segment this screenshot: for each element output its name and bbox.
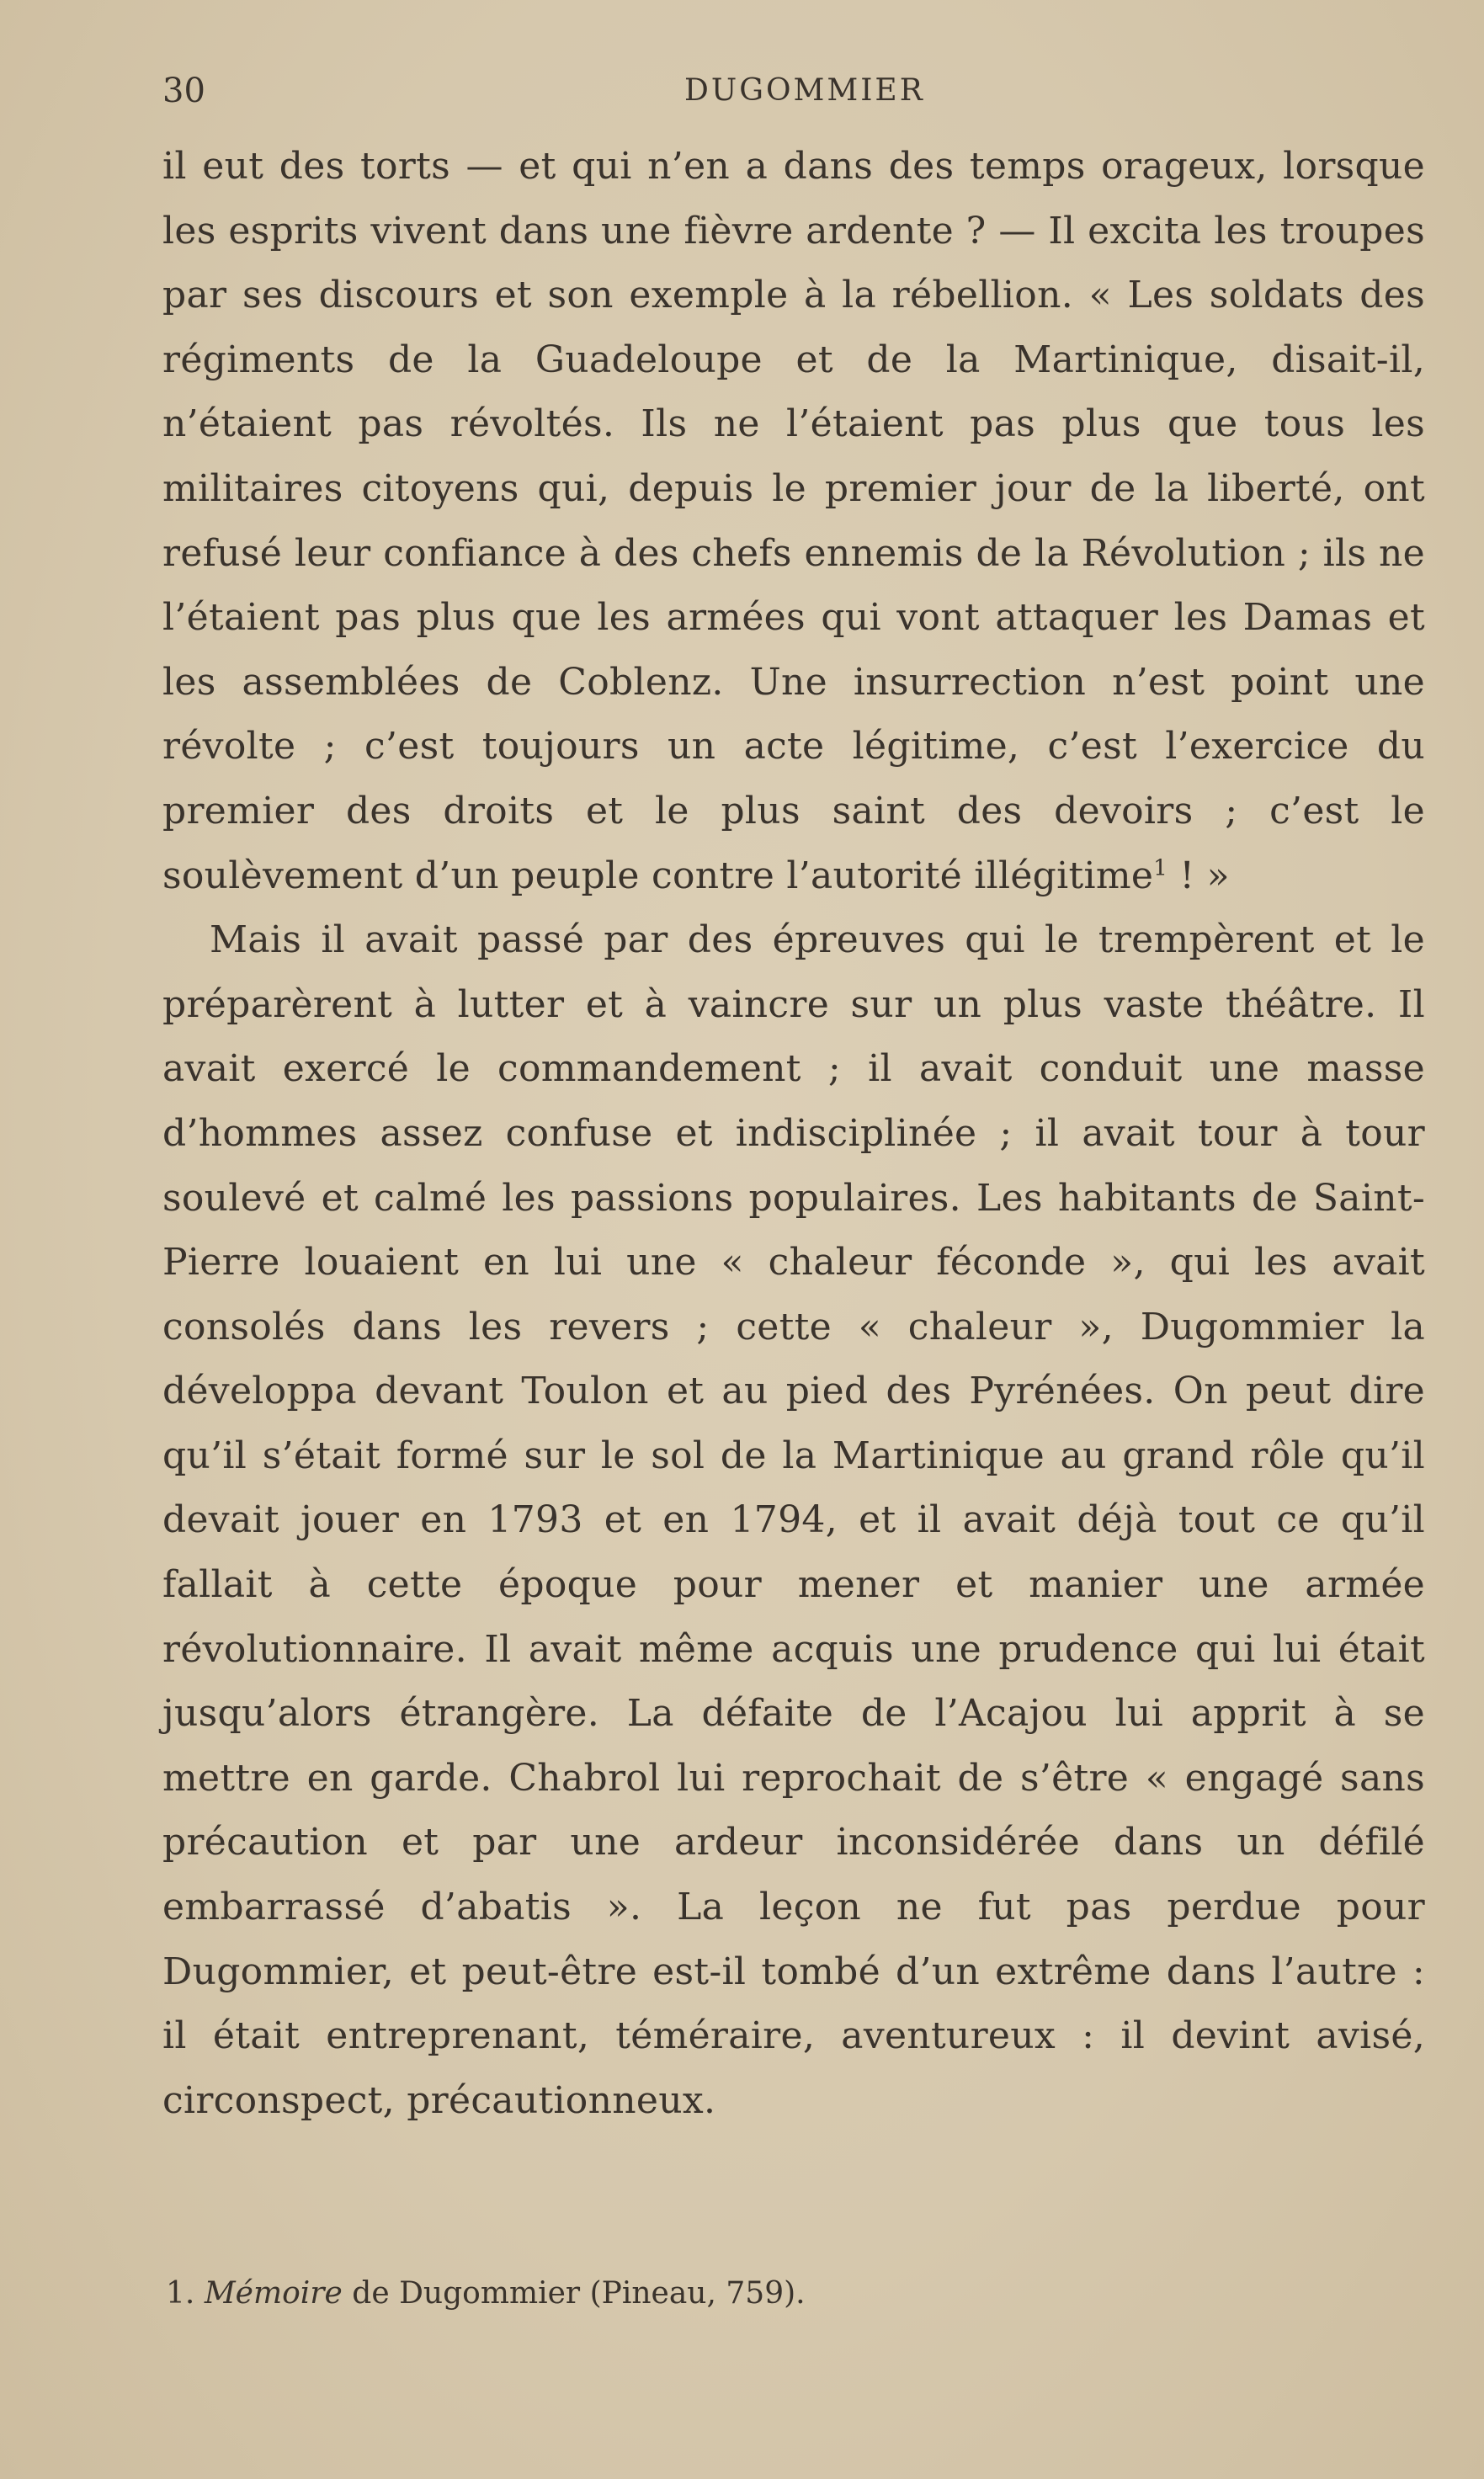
footnote-reference: 1 (1153, 854, 1168, 880)
running-head: DUGOMMIER (684, 73, 925, 108)
footnote-italic-title: Mémoire (204, 2276, 343, 2311)
paragraph-2 (162, 908, 1425, 2133)
paragraph-2-text: Mais il avait passé par des épreuves qui le trempèrent et le préparèrent à lutter et à vaincre sur un plus vaste théâtre. Il avait exercé le commandement ; il avait conduit une masse d’hommes assez confuse et indisciplinée ; il avait tour à tour soulevé et calmé les passions populaires. Les habitants de Saint-Pierre louaient en lui une « chaleur féconde », qui les avait consolés dans les revers ; cette « chaleur », Dugommier la développa devant Toulon et au pied des Pyrénées. On peut dire qu’il s’était formé sur le sol de la Martinique au grand rôle qu’il devait jouer en 1793 et en 1794, et il avait déjà tout ce qu’il fallait à cette époque pour mener et manier une armée révolutionnaire. Il avait même acquis une prudence qui lui était jusqu’alors étrangère. La défaite de l’Acajou lui apprit à se mettre en garde. Chabrol lui reprochait de s’être « engagé sans précaution et par une ardeur inconsidérée dans un défilé embarrassé d’abatis ». La leçon ne fut pas perdue pour Dugommier, et peut-être est-il tombé d’un extrême dans l’autre : il était entreprenant, téméraire, aventureux : il devint avisé, circonspect, précautionneux. (162, 918, 1425, 2122)
page-number: 30 (162, 72, 205, 110)
body-text (162, 135, 1425, 2133)
footnote (162, 2273, 1425, 2315)
footnote-number: 1. (166, 2276, 195, 2311)
page-header (162, 66, 1425, 116)
footnote-text: de Dugommier (Pineau, 759). (342, 2276, 806, 2311)
paragraph-1-text: il eut des torts — et qui n’en a dans des temps orageux, lorsque les esprits vivent dans une fièvre ardente ? — Il excita les troupes par ses discours et son exemple à la rébellion. « Les soldats des régiments de la Guadeloupe et de la Martinique, disait-il, n’étaient pas révoltés. Ils ne l’étaient pas plus que tous les militaires citoyens qui, depuis le premier jour de la liberté, ont refusé leur confiance à des chefs ennemis de la Révolution ; ils ne l’étaient pas plus que les armées qui vont attaquer les Damas et les assemblées de Coblenz. Une insurrection n’est point une révolte ; c’est toujours un acte légitime, c’est l’exercice du premier des droits et le plus saint des devoirs ; c’est le soulèvement d’un peuple contre l’autorité illégitime (162, 145, 1425, 897)
paragraph-1-tail: ! » (1168, 854, 1230, 897)
paragraph-1 (162, 135, 1425, 908)
